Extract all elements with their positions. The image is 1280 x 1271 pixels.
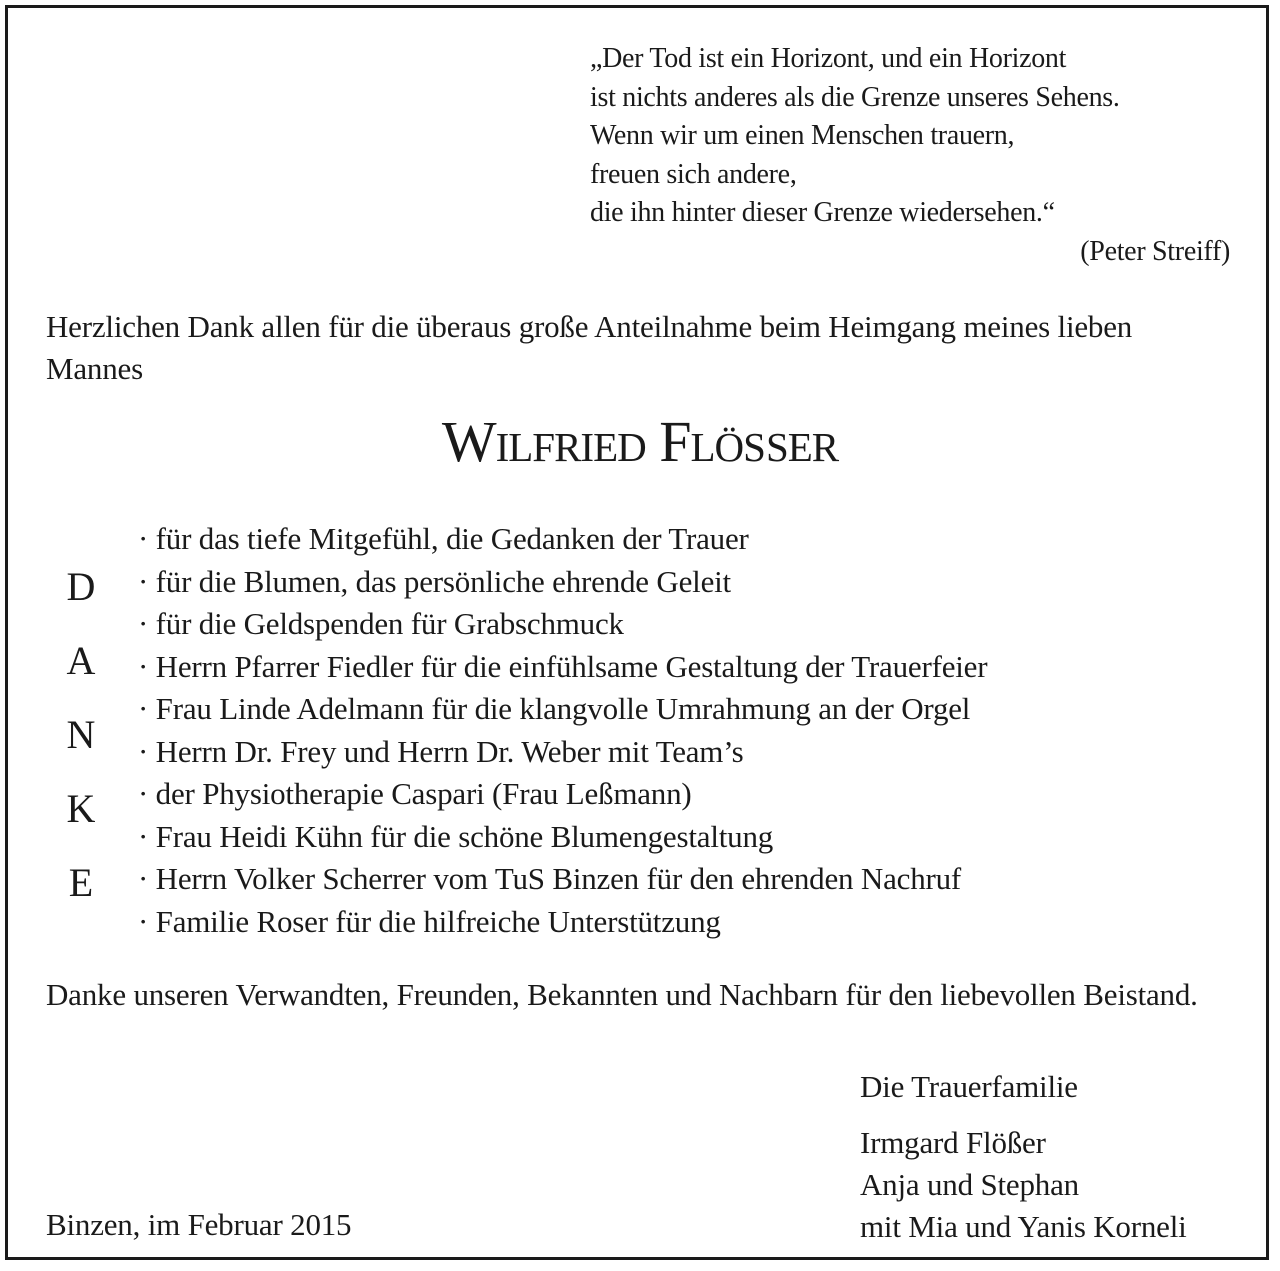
signature-heading: Die Trauerfamilie [860,1069,1078,1104]
closing-text: Danke unseren Verwandten, Freunden, Bekannten und Nachbarn für den liebevollen Beistand. [46,977,1198,1012]
danke-letter: K [66,786,96,831]
thanks-item: · Familie Roser für die hilfreiche Unterstützung [138,903,721,939]
thanks-item: · für das tiefe Mitgefühl, die Gedanken der Trauer [138,521,749,556]
quote-block [590,40,1240,271]
thanks-item: · Frau Linde Adelmann für die klangvolle Umrahmung an der Orgel [138,691,971,726]
thanks-item: · Herrn Dr. Frey und Herrn Dr. Weber mit Team’s [138,733,744,769]
signature-name: mit Mia und Yanis Korneli [860,1209,1187,1244]
intro-text: Herzlichen Dank allen für die überaus große Anteilnahme beim Heimgang meines lieben Mannes [46,309,1133,386]
signature-name: Anja und Stephan [860,1167,1079,1202]
thanks-item: · für die Geldspenden für Grabschmuck [138,606,624,641]
place-date: Binzen, im Februar 2015 [46,1207,352,1242]
danke-letter: N [66,712,96,757]
thanks-item: · der Physiotherapie Caspari (Frau Leßmann) [138,776,692,811]
signature-spacer [860,1108,1260,1122]
thanks-item: · Frau Heidi Kühn für die schöne Blumengestaltung [138,818,774,854]
signature-block [860,1066,1260,1248]
thanks-item: · Herrn Pfarrer Fiedler für die einfühlsame Gestaltung der Trauerfeier [138,648,988,684]
danke-letter: E [68,860,94,905]
quote-line: Wenn wir um einen Menschen trauern, [590,120,1015,151]
signature-name: Irmgard Flößer [860,1125,1046,1160]
quote-line: freuen sich andere, [590,158,797,190]
quote-line: „Der Tod ist ein Horizont, und ein Horizont [590,43,1067,74]
thanks-item: · für die Blumen, das persönliche ehrende Geleit [138,563,731,599]
thanks-list [138,518,1248,943]
thanks-item: · Herrn Volker Scherrer vom TuS Binzen für den ehrenden Nachruf [138,861,962,896]
quote-line: die ihn hinter dieser Grenze wiedersehen.“ [590,197,1055,228]
deceased-name: Wilfried Flößer [441,409,839,474]
quote-line: ist nichts anderes als die Grenze unseres Sehens. [590,81,1120,113]
danke-letter: D [66,564,96,609]
danke-vertical-word [56,558,106,928]
danke-letter: A [66,638,96,683]
quote-author: (Peter Streiff) [1080,235,1230,267]
